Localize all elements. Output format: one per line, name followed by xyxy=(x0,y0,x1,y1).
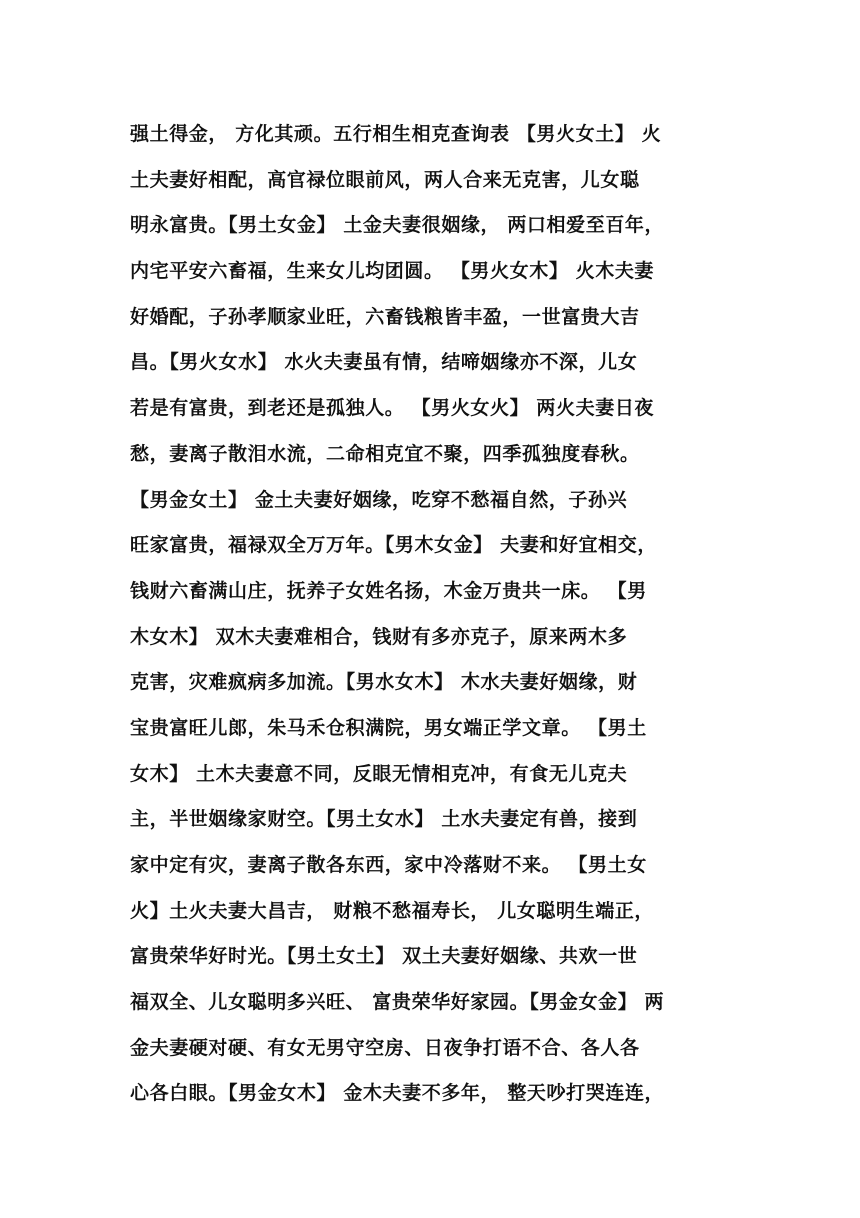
text-line: 心各白眼。【男金女木】 金木夫妻不多年， 整天吵打哭连连， xyxy=(130,1082,665,1105)
text-line: 好婚配，子孙孝顺家业旺，六畜钱粮皆丰盈，一世富贵大吉 xyxy=(130,305,640,328)
text-line: 女木】 土木夫妻意不同，反眼无情相克冲，有食无儿克夫 xyxy=(130,762,628,785)
text-line: 克害，灾难疯病多加流。【男水女木】 木水夫妻好姻缘，财 xyxy=(130,671,638,694)
text-line: 土夫妻好相配，高官禄位眼前风，两人合来无克害，儿女聪 xyxy=(130,168,640,191)
text-line: 木女木】 双木夫妻难相合，钱财有多亦克子，原来两木多 xyxy=(130,625,628,648)
text-line: 内宅平安六畜福，生来女儿均团圆。 【男火女木】 火木夫妻 xyxy=(130,260,655,283)
text-line: 宝贵富旺儿郎，朱马禾仓积满院，男女端正学文章。 【男土 xyxy=(130,716,647,739)
text-line: 富贵荣华好时光。【男土女土】 双土夫妻好姻缘、共欢一世 xyxy=(130,945,638,968)
text-line: 昌。【男火女水】 水火夫妻虽有情，结啼姻缘亦不深，儿女 xyxy=(130,351,638,374)
text-line: 福双全、儿女聪明多兴旺、 富贵荣华好家园。【男金女金】 两 xyxy=(130,991,665,1014)
text-line: 旺家富贵，福禄双全万万年。【男木女金】 夫妻和好宜相交， xyxy=(130,534,657,557)
text-line: 家中定有灾，妻离子散各东西，家中冷落财不来。 【男土女 xyxy=(130,854,647,876)
text-line: 钱财六畜满山庄，抚养子女姓名扬，木金万贵共一床。 【男 xyxy=(130,579,647,602)
text-line: 若是有富贵，到老还是孤独人。 【男火女火】 两火夫妻日夜 xyxy=(130,397,655,420)
text-line: 主，半世姻缘家财空。【男土女水】 土水夫妻定有兽，接到 xyxy=(130,808,638,831)
text-line: 强土得金， 方化其顽。五行相生相克查询表 【男火女土】 火 xyxy=(130,123,662,145)
body-text xyxy=(130,112,730,1117)
text-line: 金夫妻硬对硬、有女无男守空房、日夜争打语不合、各人各 xyxy=(130,1036,640,1059)
text-line: 火】土火夫妻大昌吉， 财粮不愁福寿长， 儿女聪明生端正， xyxy=(130,899,655,922)
text-line: 【男金女土】 金土夫妻好姻缘，吃穿不愁福自然，子孙兴 xyxy=(130,488,628,511)
text-line: 明永富贵。【男土女金】 土金夫妻很姻缘， 两口相爱至百年， xyxy=(130,214,665,237)
text-line: 愁，妻离子散泪水流，二命相克宜不聚，四季孤独度春秋。 xyxy=(130,442,640,465)
